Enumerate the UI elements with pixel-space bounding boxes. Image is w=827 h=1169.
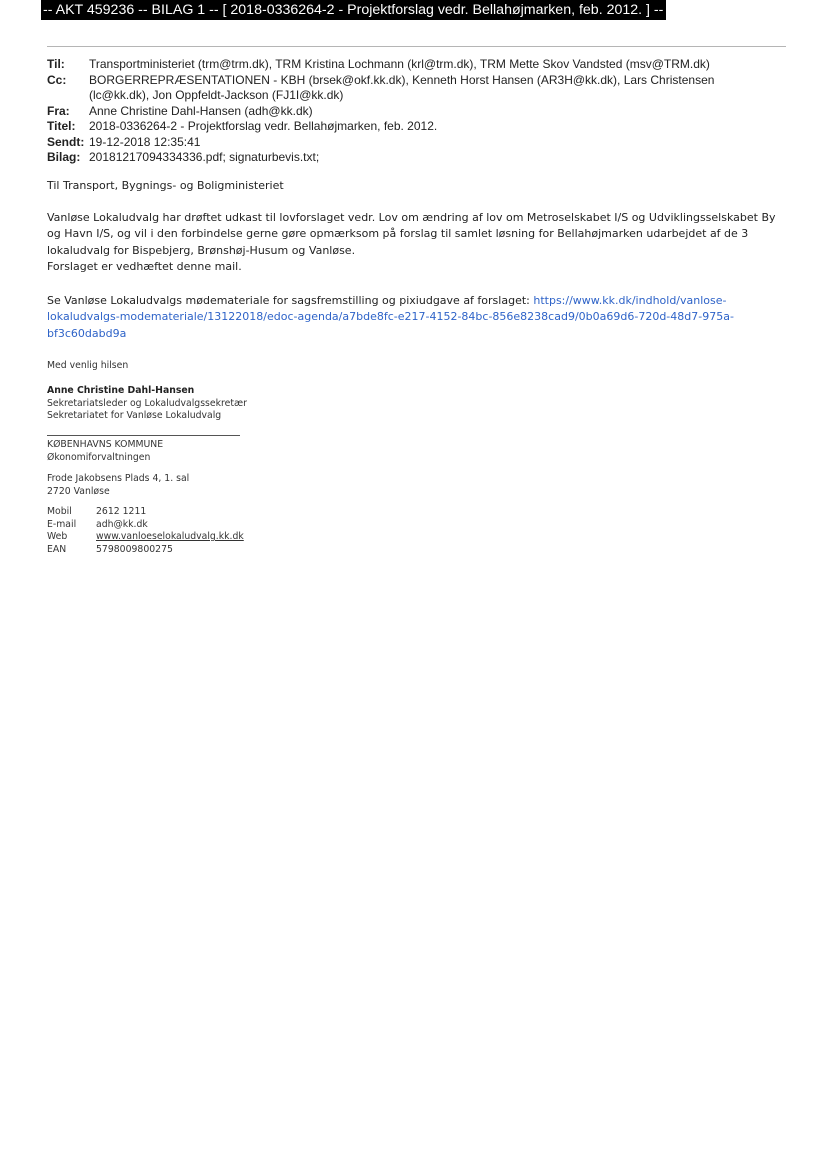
agenda-link-part-2[interactable]: lokaludvalgs-modemateriale/13122018/edoc-agenda/a7bde8fc-e217-4152-84bc-856e8238cad9/0b0a69d6-720d-48d7-975a- xyxy=(47,310,734,324)
cc-value xyxy=(89,73,787,104)
address-block xyxy=(47,473,189,498)
to-label: Til: xyxy=(47,57,65,71)
mobile-label: Mobil xyxy=(47,506,72,517)
email-header xyxy=(47,57,787,166)
title-row xyxy=(47,119,787,135)
signature-block xyxy=(47,385,247,423)
contact-row-email xyxy=(47,519,244,532)
paragraph-1-line-3: lokaludvalg for Bispebjerg, Brønshøj-Husum og Vanløse. xyxy=(47,243,356,257)
title-label: Titel: xyxy=(47,119,76,133)
to-row xyxy=(47,57,787,73)
body-paragraph-2 xyxy=(47,293,787,342)
organization-name: KØBENHAVNS KOMMUNE xyxy=(47,439,164,450)
attachments-label: Bilag: xyxy=(47,150,81,164)
contact-row-ean xyxy=(47,544,244,557)
signature-divider xyxy=(47,435,240,436)
paragraph-1-line-2: og Havn I/S, og vil i den forbindelse gerne gøre opmærksom på forslag til samlet løsning for Bellahøjmarken udarbejdet af de 3 xyxy=(47,227,749,241)
web-link[interactable]: www.vanloeselokaludvalg.kk.dk xyxy=(96,531,244,543)
greeting: Til Transport, Bygnings- og Boligministeriet xyxy=(47,179,284,192)
web-label: Web xyxy=(47,531,68,543)
attachments-row xyxy=(47,150,787,166)
agenda-link-part-1[interactable]: https://www.kk.dk/indhold/vanlose- xyxy=(533,294,727,307)
sent-value: 19-12-2018 12:35:41 xyxy=(89,134,201,149)
cc-line-1: BORGERREPRÆSENTATIONEN - KBH (brsek@okf.kk.dk), Kenneth Horst Hansen (AR3H@kk.dk), Lars Christensen xyxy=(89,72,715,87)
contact-block xyxy=(47,506,244,556)
mobile-value: 2612 1211 xyxy=(96,506,147,517)
email-label: E-mail xyxy=(47,518,77,530)
contact-row-mobile xyxy=(47,506,244,519)
closing: Med venlig hilsen xyxy=(47,360,129,371)
address-line-1: Frode Jakobsens Plads 4, 1. sal xyxy=(47,473,190,484)
title-value: 2018-0336264-2 - Projektforslag vedr. Bellahøjmarken, feb. 2012. xyxy=(89,119,438,133)
administration-name: Økonomiforvaltningen xyxy=(47,451,151,463)
sent-label: Sendt: xyxy=(47,134,85,149)
ean-label: EAN xyxy=(47,543,67,555)
cc-row xyxy=(47,73,787,104)
cc-label: Cc: xyxy=(47,72,67,87)
body-paragraph-1 xyxy=(47,210,787,276)
paragraph-1-line-1: Vanløse Lokaludvalg har drøftet udkast til lovforslaget vedr. Lov om ændring af lov om Metroselskabet I/S og Udviklingsselskabet By xyxy=(47,211,776,224)
from-label: Fra: xyxy=(47,103,70,118)
from-row xyxy=(47,104,787,120)
ean-value: 5798009800275 xyxy=(96,543,173,555)
contact-row-web xyxy=(47,531,244,544)
document-banner: -- AKT 459236 -- BILAG 1 -- [ 2018-0336264-2 - Projektforslag vedr. Bellahøjmarken, feb. 2012. ] -- xyxy=(41,0,666,20)
address-line-2: 2720 Vanløse xyxy=(47,485,110,497)
cc-line-2: (lc@kk.dk), Jon Oppfeldt-Jackson (FJ1I@kk.dk) xyxy=(89,88,344,102)
organization-block xyxy=(47,439,163,464)
signature-name: Anne Christine Dahl-Hansen xyxy=(47,385,195,396)
paragraph-2-text: Se Vanløse Lokaludvalgs mødemateriale for sagsfremstilling og pixiudgave af forslaget: xyxy=(47,294,534,307)
to-value: Transportministeriet (trm@trm.dk), TRM Kristina Lochmann (krl@trm.dk), TRM Mette Skov Vandsted (msv@TRM.dk) xyxy=(89,57,710,71)
sent-row xyxy=(47,135,787,151)
header-divider xyxy=(47,46,786,47)
signature-department: Sekretariatet for Vanløse Lokaludvalg xyxy=(47,410,222,422)
paragraph-1-line-4: Forslaget er vedhæftet denne mail. xyxy=(47,260,242,274)
attachments-value: 20181217094334336.pdf; signaturbevis.txt; xyxy=(89,150,320,164)
email-value: adh@kk.dk xyxy=(96,518,148,530)
from-value: Anne Christine Dahl-Hansen (adh@kk.dk) xyxy=(89,103,313,118)
agenda-link-part-3[interactable]: bf3c60dabd9a xyxy=(47,326,127,340)
signature-role: Sekretariatsleder og Lokaludvalgssekretær xyxy=(47,397,247,409)
